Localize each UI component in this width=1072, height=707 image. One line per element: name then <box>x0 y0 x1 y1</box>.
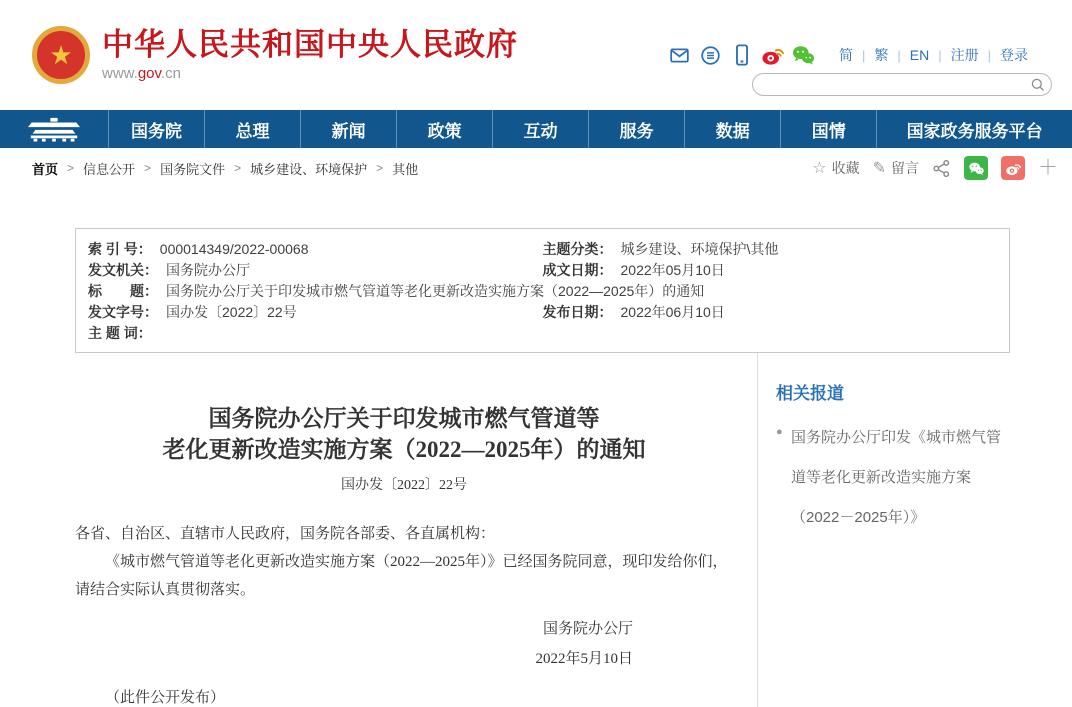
crumb-info-disclosure[interactable]: 信息公开 <box>83 161 136 177</box>
nav-item-services[interactable]: 服务 <box>588 110 684 148</box>
share-icon <box>932 159 951 178</box>
weibo-icon[interactable] <box>762 44 784 66</box>
link-login[interactable]: 登录 <box>1000 47 1028 63</box>
wechat-badge-icon <box>968 161 985 176</box>
link-simplified[interactable]: 简 <box>838 47 853 63</box>
publication-note: （此件公开发布） <box>105 690 226 706</box>
document-meta-table <box>75 228 1010 353</box>
meta-title: 标 题： 国务院办公厅关于印发城市燃气管道等老化更新改造实施方案（2022—2025年）的通知 <box>88 283 705 299</box>
signature-block <box>75 614 733 674</box>
mail-icon[interactable] <box>669 44 691 66</box>
bullet-icon: ● <box>776 426 783 438</box>
wechat-share-button[interactable] <box>964 156 988 180</box>
comment-button[interactable]: ✎ 留言 <box>872 160 919 177</box>
meta-topic: 主题分类： 城乡建设、环境保护\其他 <box>542 241 779 257</box>
related-report-link[interactable]: ● 国务院办公厅印发《城市燃气管道等老化更新改造实施方案（2022－2025年）》 <box>776 418 1010 538</box>
signature-agency: 国务院办公厅 <box>542 621 633 637</box>
meta-keywords: 主 题 词： <box>88 325 152 341</box>
search-button[interactable] <box>1025 74 1051 95</box>
site-title: 中华人民共和国中央人民政府 <box>102 27 518 62</box>
link-register[interactable]: 注册 <box>950 47 979 63</box>
nav-item-interact[interactable]: 互动 <box>492 110 588 148</box>
site-search <box>752 73 1052 96</box>
article-title: 国务院办公厅关于印发城市燃气管道等 老化更新改造实施方案（2022—2025年）的通知 <box>162 406 646 462</box>
link-traditional[interactable]: 繁 <box>874 47 889 63</box>
search-icon <box>1030 77 1046 93</box>
meta-agency: 发文机关： 国务院办公厅 <box>88 262 250 278</box>
wechat-icon[interactable] <box>793 44 815 66</box>
meta-date-published: 发布日期： 2022年06月10日 <box>542 304 725 320</box>
search-input[interactable] <box>753 75 1025 94</box>
crumb-state-council-docs[interactable]: 国务院文件 <box>160 161 226 177</box>
meta-index: 索 引 号： 000014349/2022-00068 <box>88 241 309 257</box>
site-header <box>0 0 1072 110</box>
more-share-button[interactable]: ＋ <box>1038 157 1058 179</box>
signature-date: 2022年5月10日 <box>535 651 633 667</box>
crumb-other: 其他 <box>392 161 419 177</box>
page-tools <box>812 156 1058 180</box>
star-icon: ☆ <box>812 160 827 177</box>
article-paragraph: 《城市燃气管道等老化更新改造实施方案（2022—2025年）》已经国务院同意，现印发给你们，请结合实际认真贯彻落实。 <box>75 554 728 598</box>
related-reports-sidebar <box>757 353 1010 707</box>
weibo-badge-icon <box>1005 161 1022 176</box>
weibo-share-button[interactable] <box>1001 156 1025 180</box>
national-emblem-icon: ★ <box>32 26 90 84</box>
nav-item-policy[interactable]: 政策 <box>396 110 492 148</box>
meta-doc-number: 发文字号： 国办发〔2022〕22号 <box>88 304 297 320</box>
crumb-urban-env[interactable]: 城乡建设、环境保护 <box>250 161 368 177</box>
article <box>75 353 757 707</box>
nav-item-gov-service-platform[interactable]: 国家政务服务平台 <box>876 110 1072 148</box>
article-paragraph: 各省、自治区、直辖市人民政府，国务院各部委、各直属机构： <box>75 526 496 542</box>
nav-item-premier[interactable]: 总理 <box>204 110 300 148</box>
header-icon-row <box>669 44 1037 66</box>
pencil-icon: ✎ <box>872 160 886 177</box>
site-url: www.gov.cn <box>102 65 181 82</box>
crumb-home[interactable]: 首页 <box>32 161 59 177</box>
language-links: 简 | 繁 | EN | 注册 | 登录 <box>830 45 1037 65</box>
article-body <box>75 520 733 604</box>
client-icon[interactable] <box>700 44 722 66</box>
nav-item-data[interactable]: 数据 <box>684 110 780 148</box>
nav-item-national[interactable]: 国情 <box>780 110 876 148</box>
nav-item-news[interactable]: 新闻 <box>300 110 396 148</box>
link-english[interactable]: EN <box>909 47 930 63</box>
share-button[interactable] <box>932 159 951 178</box>
meta-date-written: 成文日期： 2022年05月10日 <box>542 262 725 278</box>
breadcrumb-bar <box>0 148 1072 188</box>
site-logo[interactable] <box>32 26 518 84</box>
sidebar-title: 相关报道 <box>776 384 844 403</box>
article-doc-number: 国办发〔2022〕22号 <box>341 478 467 493</box>
content-area <box>75 353 1010 707</box>
breadcrumb: 首页 > 信息公开 > 国务院文件 > 城乡建设、环境保护 > 其他 <box>32 159 418 178</box>
nav-home-tiananmen-icon[interactable] <box>0 110 108 148</box>
favorite-button[interactable]: ☆ 收藏 <box>812 160 860 177</box>
nav-item-state-council[interactable]: 国务院 <box>108 110 204 148</box>
mobile-icon[interactable] <box>731 44 753 66</box>
main-nav <box>0 110 1072 148</box>
